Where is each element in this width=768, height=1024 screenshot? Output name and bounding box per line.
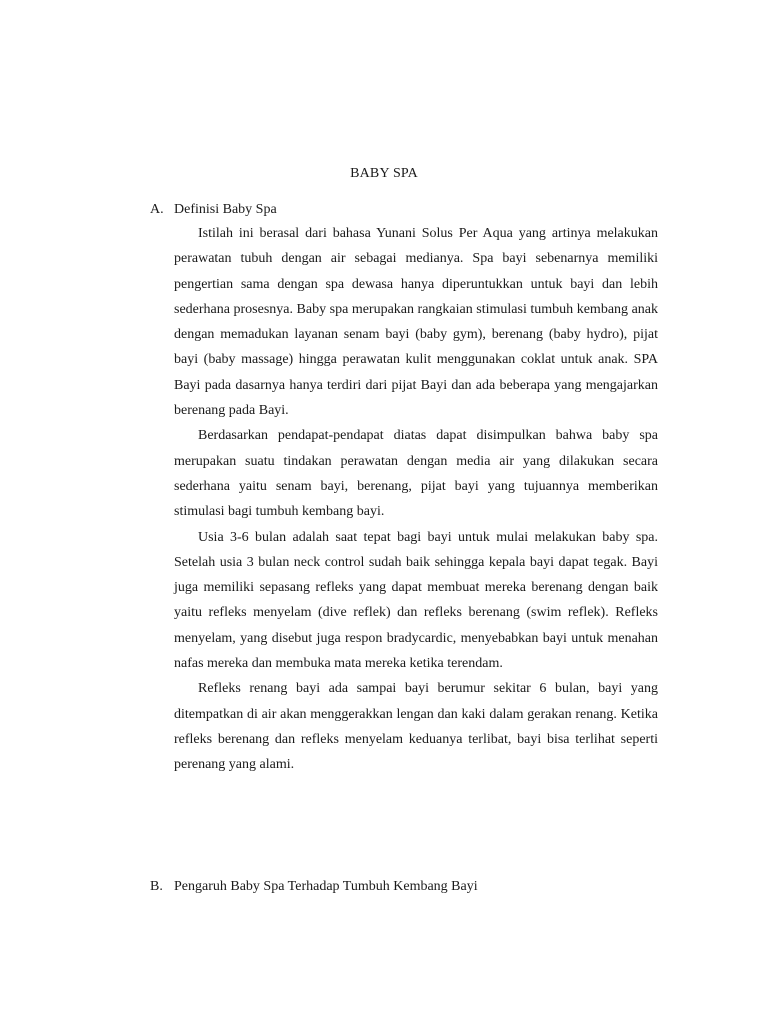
paragraph-1: Istilah ini berasal dari bahasa Yunani Solus Per Aqua yang artinya melakukan perawatan tubuh dengan air sebagai medianya. Spa bayi sebenarnya memiliki pengertian sama dengan spa dewasa hanya diperuntukkan untuk bayi dan lebih sederhana prosesnya. Baby spa merupakan rangkaian stimulasi tumbuh kembang anak dengan memadukan layanan senam bayi (baby gym), berenang (baby hydro), pijat bayi (baby massage) hingga perawatan kulit menggunakan coklat untuk anak. SPA Bayi pada dasarnya hanya terdiri dari pijat Bayi dan ada beberapa yang mengajarkan berenang pada Bayi.: [174, 226, 658, 419]
section-a-body: [174, 221, 658, 778]
document-title: BABY SPA: [350, 166, 418, 181]
paragraph-4: Refleks renang bayi ada sampai bayi berumur sekitar 6 bulan, bayi yang ditempatkan di air akan menggerakkan lengan dan kaki dalam gerakan renang. Ketika refleks berenang dan refleks menyelam keduanya terlibat, bayi bisa terlihat seperti perenang yang alami.: [174, 681, 658, 773]
section-b-heading: [150, 876, 478, 898]
section-a-heading: [150, 199, 277, 221]
paragraph-2: Berdasarkan pendapat-pendapat diatas dapat disimpulkan bahwa baby spa merupakan suatu tindakan perawatan dengan media air yang dilakukan secara sederhana yaitu senam bayi, berenang, pijat bayi yang tujuannya memberikan stimulasi bagi tumbuh kembang bayi.: [174, 428, 658, 520]
section-a-letter: A.: [150, 202, 164, 217]
section-b-title: Pengaruh Baby Spa Terhadap Tumbuh Kembang Bayi: [174, 879, 478, 894]
paragraph-3: Usia 3-6 bulan adalah saat tepat bagi bayi untuk mulai melakukan baby spa. Setelah usia 3 bulan neck control sudah baik sehingga kepala bayi dapat tegak. Bayi juga memiliki sepasang refleks yang dapat membuat mereka berenang dengan baik yaitu refleks menyelam (dive reflek) dan refleks berenang (swim reflek). Refleks menyelam, yang disebut juga respon bradycardic, menyebabkan bayi untuk menahan nafas mereka dan membuka mata mereka ketika terendam.: [174, 529, 658, 672]
section-a-title: Definisi Baby Spa: [174, 202, 277, 217]
section-b-letter: B.: [150, 879, 163, 894]
